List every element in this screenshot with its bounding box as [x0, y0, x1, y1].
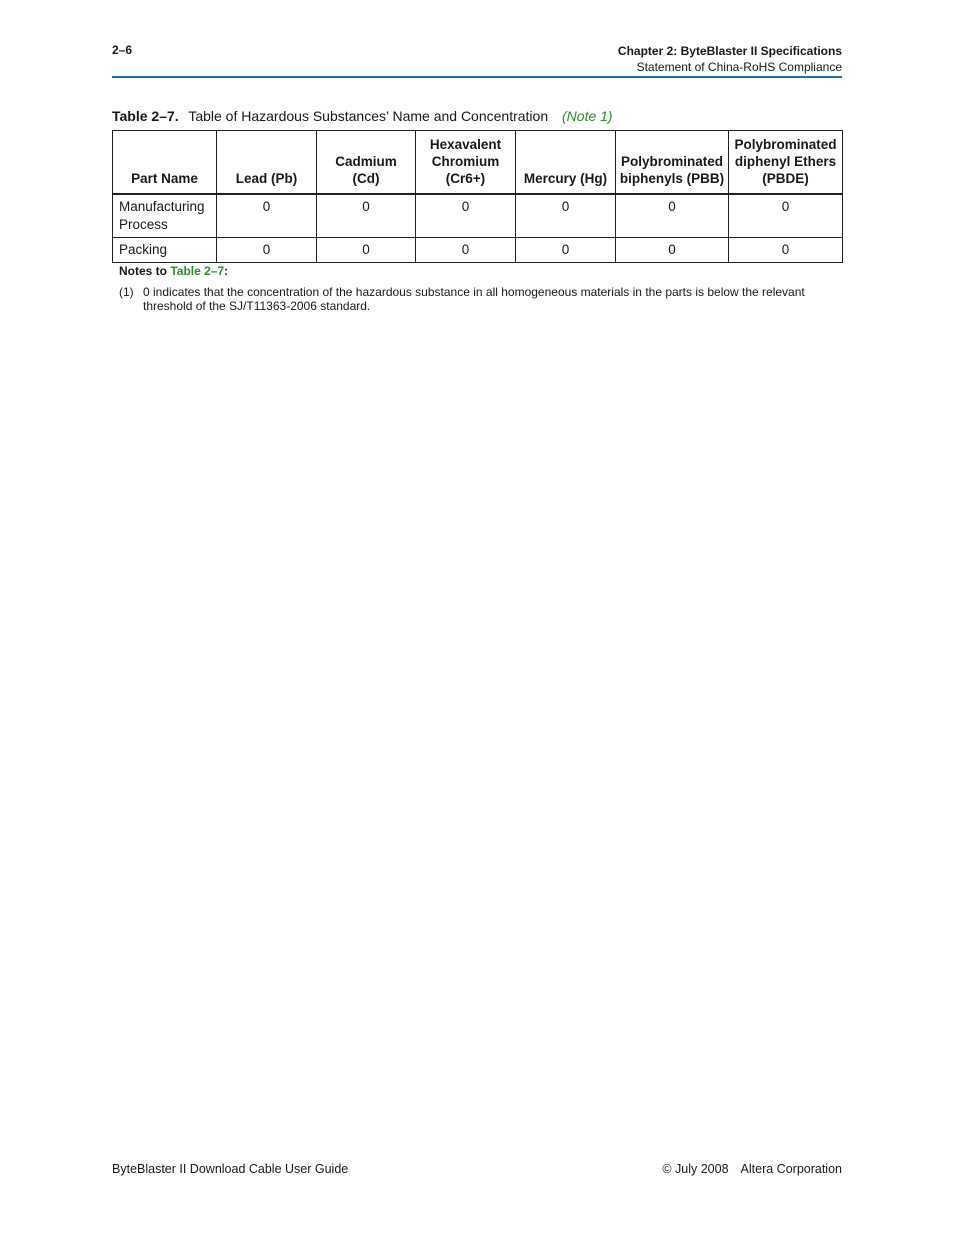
section-title: Statement of China-RoHS Compliance	[636, 60, 842, 74]
running-header	[618, 43, 842, 75]
column-header: Polybrominated biphenyls (PBB)	[616, 131, 729, 195]
notes-heading-prefix: Notes to	[119, 264, 171, 278]
table-number: Table 2–7.	[112, 108, 179, 124]
chapter-title: Chapter 2: ByteBlaster II Specifications	[617, 44, 842, 58]
page-number: 2–6	[112, 43, 133, 57]
header-rule	[112, 76, 842, 78]
table-row	[113, 194, 843, 238]
column-header: Polybrominated diphenyl Ethers (PBDE)	[729, 131, 843, 195]
table-cell: 0	[317, 238, 416, 263]
part-name-cell: Manufacturing Process	[113, 194, 217, 238]
table-cell: 0	[217, 238, 317, 263]
table-header-row	[113, 131, 843, 195]
table-cell: 0	[616, 238, 729, 263]
column-header: Lead (Pb)	[217, 131, 317, 195]
table-cell: 0	[729, 238, 843, 263]
note-item	[119, 285, 839, 313]
column-header: Cadmium (Cd)	[317, 131, 416, 195]
column-header: Part Name	[113, 131, 217, 195]
column-header: Hexavalent Chromium (Cr6+)	[416, 131, 516, 195]
footer-date: © July 2008	[662, 1162, 729, 1176]
table-cell: 0	[616, 194, 729, 238]
footer-right	[662, 1162, 842, 1176]
table-title: Table of Hazardous Substances’ Name and Concentration	[188, 108, 549, 124]
footer-guide-title: ByteBlaster II Download Cable User Guide	[112, 1162, 349, 1176]
note-number: (1)	[119, 285, 134, 299]
table-link[interactable]: Table 2–7	[170, 264, 225, 278]
table-caption	[112, 108, 613, 124]
table-cell: 0	[729, 194, 843, 238]
table-cell: 0	[217, 194, 317, 238]
table-cell: 0	[416, 194, 516, 238]
note-text: 0 indicates that the concentration of the hazardous substance in all homogeneous materials in the parts is below the relevant threshold of the SJ/T11363-2006 standard.	[143, 285, 805, 313]
table-cell: 0	[516, 194, 616, 238]
table-cell: 0	[317, 194, 416, 238]
part-name-cell: Packing	[113, 238, 217, 263]
notes-heading	[119, 264, 228, 278]
table-cell: 0	[416, 238, 516, 263]
footer-company: Altera Corporation	[740, 1162, 842, 1176]
column-header: Mercury (Hg)	[516, 131, 616, 195]
table-cell: 0	[516, 238, 616, 263]
note-link[interactable]: (Note 1)	[562, 108, 613, 124]
notes-heading-suffix: :	[224, 264, 229, 278]
hazardous-substances-table	[112, 130, 843, 263]
table-row	[113, 238, 843, 263]
